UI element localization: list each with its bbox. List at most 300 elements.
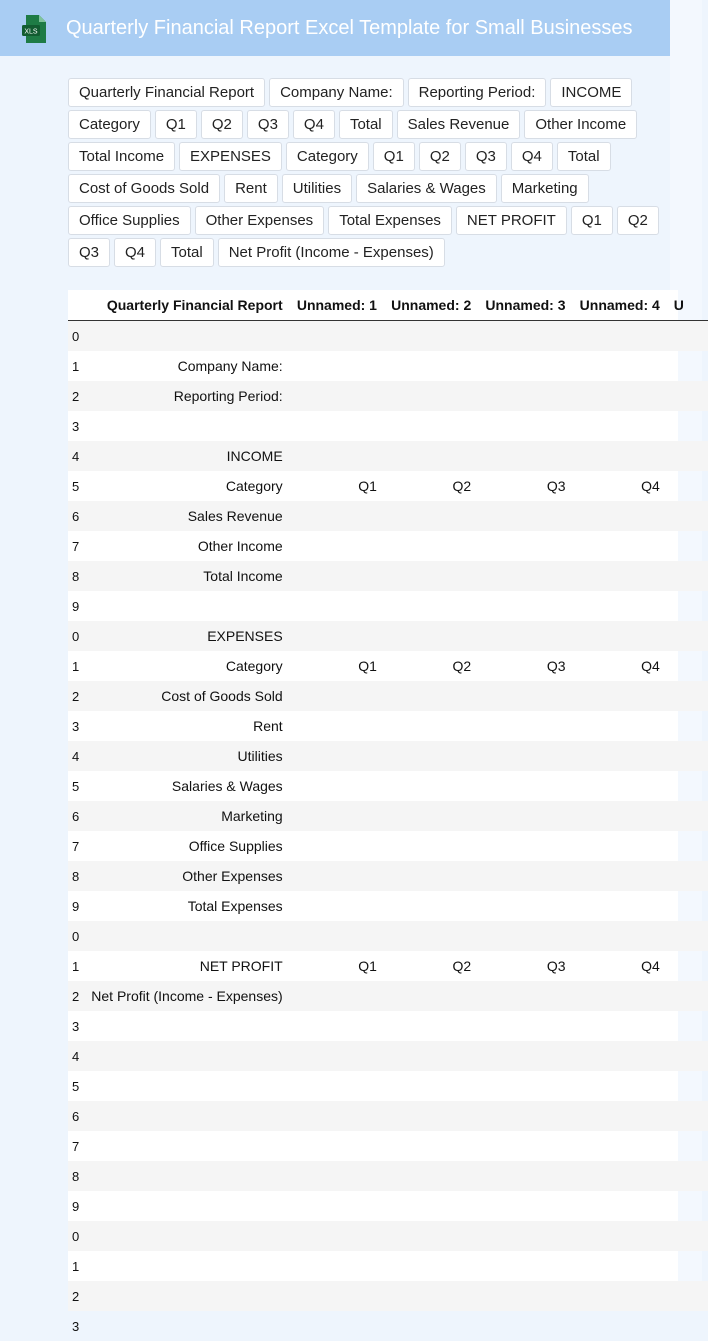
quarter-cell	[574, 561, 668, 591]
quarter-cell	[574, 1161, 668, 1191]
quarter-cell	[574, 591, 668, 621]
row-label-cell: Salaries & Wages	[171, 778, 283, 794]
quarter-cell	[479, 1281, 573, 1311]
row-index: 6	[72, 1108, 80, 1124]
quarter-cell	[291, 1311, 385, 1341]
row-label-cell	[72, 1311, 291, 1341]
quarter-cell	[385, 771, 479, 801]
quarter-cell	[291, 621, 385, 651]
row-index: 1	[72, 358, 80, 374]
tag-chip[interactable]: Q4	[114, 238, 156, 267]
tag-chip[interactable]: Q1	[571, 206, 613, 235]
quarter-cell	[479, 1011, 573, 1041]
quarter-cell	[291, 561, 385, 591]
table-row	[68, 861, 708, 891]
row-label-cell: Other Income	[197, 538, 283, 554]
table-row	[68, 321, 708, 352]
quarter-cell	[385, 921, 479, 951]
tag-chip[interactable]: Office Supplies	[68, 206, 191, 235]
overflow-cell	[668, 711, 708, 741]
table-row	[68, 501, 708, 531]
quarter-cell	[291, 741, 385, 771]
table-row	[68, 1161, 708, 1191]
overflow-cell	[668, 801, 708, 831]
quarter-cell	[385, 1041, 479, 1071]
quarter-cell	[574, 891, 668, 921]
quarter-cell	[574, 1011, 668, 1041]
quarter-cell	[574, 381, 668, 411]
quarter-cell	[385, 831, 479, 861]
quarter-cell	[479, 681, 573, 711]
overflow-cell	[668, 1191, 708, 1221]
quarter-cell	[385, 1101, 479, 1131]
quarter-cell: Q1	[358, 658, 377, 674]
quarter-cell	[291, 1161, 385, 1191]
row-label-cell: Sales Revenue	[72, 501, 291, 531]
row-index: 1	[72, 658, 80, 674]
table-row	[68, 711, 708, 741]
quarter-cell	[479, 561, 573, 591]
table-row	[68, 831, 708, 861]
quarter-cell	[479, 921, 573, 951]
overflow-cell	[668, 861, 708, 891]
overflow-cell	[668, 1311, 708, 1341]
excel-file-icon	[20, 14, 50, 44]
quarter-cell	[479, 351, 573, 381]
quarter-cell	[291, 771, 385, 801]
quarter-cell	[479, 621, 573, 651]
tag-chip[interactable]: Net Profit (Income - Expenses)	[218, 238, 445, 267]
row-index: 9	[72, 1198, 80, 1214]
quarter-cell	[385, 531, 479, 561]
quarter-cell	[479, 1191, 573, 1221]
row-label-cell: Utilities	[72, 741, 291, 771]
page-title: Quarterly Financial Report Excel Template for Small Businesses	[66, 17, 633, 39]
quarter-cell	[479, 1041, 573, 1071]
quarter-cell	[574, 321, 668, 352]
tag-chip[interactable]: Q3	[465, 142, 507, 171]
tag-chip[interactable]: Utilities	[282, 174, 352, 203]
quarter-cell	[574, 981, 668, 1011]
quarter-cell	[385, 891, 479, 921]
row-label-cell	[72, 411, 291, 441]
row-label-cell	[72, 1041, 291, 1071]
overflow-cell	[668, 561, 708, 591]
quarter-cell	[385, 501, 479, 531]
column-header: U	[668, 290, 708, 321]
overflow-cell	[668, 831, 708, 861]
row-label-cell: Category	[225, 658, 283, 674]
overflow-cell	[668, 621, 708, 651]
tag-chip[interactable]: Q2	[419, 142, 461, 171]
tag-chip[interactable]: Sales Revenue	[397, 110, 521, 139]
overflow-cell	[668, 1281, 708, 1311]
row-index: 9	[72, 898, 80, 914]
table-row	[68, 771, 708, 801]
quarter-cell	[385, 351, 479, 381]
row-label-cell	[72, 1131, 291, 1161]
quarter-cell	[291, 891, 385, 921]
row-index: 2	[72, 388, 80, 404]
tag-chip[interactable]: Category	[286, 142, 369, 171]
overflow-cell	[668, 951, 708, 981]
quarter-cell	[574, 711, 668, 741]
row-index: 5	[72, 1078, 80, 1094]
table-row	[68, 741, 708, 771]
quarter-cell	[479, 741, 573, 771]
quarter-cell	[385, 711, 479, 741]
tag-chip[interactable]: Total Expenses	[328, 206, 452, 235]
quarter-cell: Q3	[546, 658, 566, 674]
overflow-cell	[668, 651, 708, 681]
row-label-cell: Category	[225, 478, 283, 494]
overflow-cell	[668, 1011, 708, 1041]
overflow-cell	[668, 501, 708, 531]
quarter-cell	[574, 741, 668, 771]
quarter-cell	[479, 1221, 573, 1251]
quarter-cell	[479, 1071, 573, 1101]
row-index: 0	[72, 1228, 80, 1244]
row-label-cell: Marketing	[72, 801, 291, 831]
quarter-cell	[291, 1131, 385, 1161]
quarter-cell	[479, 591, 573, 621]
quarter-cell	[479, 1251, 573, 1281]
row-label-cell	[72, 321, 291, 352]
table-row	[68, 1251, 708, 1281]
table-row	[68, 591, 708, 621]
table-row	[68, 1311, 708, 1341]
row-label-cell	[72, 1221, 291, 1251]
overflow-cell	[668, 1101, 708, 1131]
row-label-cell	[72, 921, 291, 951]
row-index: 6	[72, 808, 80, 824]
quarter-cell	[385, 1311, 479, 1341]
quarter-cell	[291, 351, 385, 381]
table-row	[68, 1191, 708, 1221]
row-index: 8	[72, 868, 80, 884]
table-row	[68, 1071, 708, 1101]
quarter-cell	[385, 621, 479, 651]
row-label-cell: Rent	[253, 718, 283, 734]
table-row	[68, 801, 708, 831]
table-row	[68, 951, 708, 981]
column-tags	[68, 78, 680, 267]
row-label-cell	[72, 1101, 291, 1131]
row-label-cell: EXPENSES	[72, 621, 291, 651]
row-index: 0	[72, 328, 80, 344]
quarter-cell	[291, 921, 385, 951]
quarter-cell	[574, 351, 668, 381]
row-index: 5	[72, 778, 80, 794]
overflow-cell	[668, 1071, 708, 1101]
tag-chip[interactable]: Q2	[617, 206, 659, 235]
quarter-cell	[479, 501, 573, 531]
row-label-cell: Total Expenses	[187, 898, 283, 914]
column-header: Unnamed: 4	[574, 290, 668, 321]
overflow-cell	[668, 381, 708, 411]
column-header: Unnamed: 2	[385, 290, 479, 321]
spreadsheet-preview[interactable]	[68, 290, 684, 1334]
quarter-cell	[385, 561, 479, 591]
row-index: 8	[72, 568, 80, 584]
quarter-cell	[291, 831, 385, 861]
quarter-cell	[385, 1191, 479, 1221]
table-row	[68, 561, 708, 591]
table-row	[68, 921, 708, 951]
quarter-cell	[574, 1041, 668, 1071]
table-row	[68, 1041, 708, 1071]
quarter-cell	[291, 681, 385, 711]
row-index: 3	[72, 1018, 80, 1034]
quarter-cell	[291, 1041, 385, 1071]
overflow-cell	[668, 1131, 708, 1161]
quarter-cell: Q2	[452, 958, 472, 974]
tag-chip[interactable]: Reporting Period:	[408, 78, 547, 107]
column-header: Unnamed: 3	[479, 290, 573, 321]
overflow-cell	[668, 1251, 708, 1281]
row-index: 6	[72, 508, 80, 524]
overflow-cell	[668, 981, 708, 1011]
quarter-cell: Q3	[546, 478, 566, 494]
overflow-cell	[668, 681, 708, 711]
quarter-cell: Q4	[641, 958, 660, 974]
quarter-cell	[479, 1311, 573, 1341]
quarter-cell	[385, 681, 479, 711]
quarter-cell	[574, 621, 668, 651]
row-index: 2	[72, 688, 80, 704]
row-index: 3	[72, 718, 80, 734]
table-row	[68, 531, 708, 561]
quarter-cell	[479, 1161, 573, 1191]
tag-chip[interactable]: Category	[68, 110, 151, 139]
tag-chip[interactable]: Other Income	[524, 110, 637, 139]
row-label-cell: Net Profit (Income - Expenses)	[72, 981, 291, 1011]
quarter-cell	[479, 831, 573, 861]
quarter-cell	[385, 981, 479, 1011]
table-row	[68, 891, 708, 921]
table-row	[68, 651, 708, 681]
table-row	[68, 1101, 708, 1131]
quarter-cell	[291, 1011, 385, 1041]
quarter-cell: Q1	[358, 478, 377, 494]
table-row	[68, 381, 708, 411]
quarter-cell	[291, 321, 385, 352]
quarter-cell	[385, 1131, 479, 1161]
quarter-cell	[574, 771, 668, 801]
tag-chip[interactable]: Q1	[373, 142, 415, 171]
table-row	[68, 351, 708, 381]
quarter-cell	[291, 411, 385, 441]
row-label-cell	[72, 1071, 291, 1101]
quarter-cell	[291, 1101, 385, 1131]
quarter-cell	[385, 1011, 479, 1041]
tag-chip[interactable]: Q3	[68, 238, 110, 267]
tag-chip[interactable]: Total	[557, 142, 611, 171]
tag-chip[interactable]: Cost of Goods Sold	[68, 174, 220, 203]
row-label-cell: Company Name:	[177, 358, 283, 374]
quarter-cell	[574, 861, 668, 891]
tag-chip[interactable]: Other Expenses	[195, 206, 325, 235]
row-index: 7	[72, 1138, 80, 1154]
overflow-cell	[668, 441, 708, 471]
quarter-cell	[479, 321, 573, 352]
tag-chip[interactable]: Total Income	[68, 142, 175, 171]
quarter-cell	[291, 591, 385, 621]
quarter-cell	[479, 801, 573, 831]
quarter-cell	[385, 1071, 479, 1101]
quarter-cell	[291, 441, 385, 471]
row-index: 2	[72, 1288, 80, 1304]
quarter-cell	[574, 1131, 668, 1161]
row-label-cell: INCOME	[72, 441, 291, 471]
row-label-cell: Office Supplies	[188, 838, 283, 854]
quarter-cell	[291, 1191, 385, 1221]
tag-chip[interactable]: Salaries & Wages	[356, 174, 497, 203]
quarter-cell	[291, 801, 385, 831]
row-label-cell	[72, 1281, 291, 1311]
tag-chip[interactable]: EXPENSES	[179, 142, 282, 171]
quarter-cell	[385, 321, 479, 352]
quarter-cell	[291, 1071, 385, 1101]
overflow-cell	[668, 1161, 708, 1191]
quarter-cell	[479, 1131, 573, 1161]
quarter-cell: Q2	[452, 658, 472, 674]
tag-chip[interactable]: Q4	[293, 110, 335, 139]
quarter-cell: Q3	[546, 958, 566, 974]
tag-chip[interactable]: Rent	[224, 174, 278, 203]
row-index: 7	[72, 538, 80, 554]
row-index: 0	[72, 928, 80, 944]
overflow-cell	[668, 741, 708, 771]
column-header: Quarterly Financial Report	[72, 290, 291, 321]
overflow-cell	[668, 411, 708, 441]
row-index: 4	[72, 748, 80, 764]
row-label-cell: Total Income	[72, 561, 291, 591]
quarter-cell	[385, 1221, 479, 1251]
row-index: 3	[72, 1318, 80, 1334]
overflow-cell	[668, 1221, 708, 1251]
row-label-cell	[72, 1161, 291, 1191]
table-row	[68, 1281, 708, 1311]
tag-chip[interactable]: Q4	[511, 142, 553, 171]
quarter-cell	[479, 771, 573, 801]
quarter-cell	[291, 1281, 385, 1311]
quarter-cell	[479, 711, 573, 741]
quarter-cell	[291, 501, 385, 531]
row-index: 7	[72, 838, 80, 854]
row-label-cell: NET PROFIT	[199, 958, 283, 974]
tag-chip[interactable]: Marketing	[501, 174, 589, 203]
quarter-cell	[385, 441, 479, 471]
quarter-cell	[291, 861, 385, 891]
row-label-cell: Other Expenses	[72, 861, 291, 891]
tag-chip[interactable]: INCOME	[550, 78, 632, 107]
quarter-cell	[385, 741, 479, 771]
row-index: 2	[72, 988, 80, 1004]
overflow-cell	[668, 471, 708, 501]
row-index: 4	[72, 448, 80, 464]
overflow-cell	[668, 351, 708, 381]
overflow-cell	[668, 921, 708, 951]
table-row	[68, 681, 708, 711]
table-row	[68, 1131, 708, 1161]
quarter-cell	[479, 381, 573, 411]
row-label-cell: Reporting Period:	[72, 381, 291, 411]
quarter-cell	[574, 801, 668, 831]
tag-chip[interactable]: Total	[160, 238, 214, 267]
table-row	[68, 471, 708, 501]
row-index: 1	[72, 1258, 80, 1274]
quarter-cell	[385, 591, 479, 621]
quarter-cell	[385, 1281, 479, 1311]
quarter-cell	[291, 531, 385, 561]
quarter-cell	[479, 981, 573, 1011]
quarter-cell: Q1	[358, 958, 377, 974]
quarter-cell	[385, 411, 479, 441]
quarter-cell	[385, 801, 479, 831]
data-table	[68, 290, 708, 1341]
quarter-cell	[479, 1101, 573, 1131]
quarter-cell	[574, 531, 668, 561]
table-row	[68, 1011, 708, 1041]
overflow-cell	[668, 591, 708, 621]
quarter-cell	[574, 1071, 668, 1101]
quarter-cell	[574, 1191, 668, 1221]
row-index: 9	[72, 598, 80, 614]
row-index: 5	[72, 478, 80, 494]
quarter-cell	[385, 1161, 479, 1191]
quarter-cell	[385, 381, 479, 411]
row-label-cell	[72, 1191, 291, 1221]
tag-chip[interactable]: Q1	[155, 110, 197, 139]
overflow-cell	[668, 321, 708, 352]
quarter-cell	[574, 501, 668, 531]
tag-chip[interactable]: Quarterly Financial Report	[68, 78, 265, 107]
overflow-cell	[668, 531, 708, 561]
tag-chip[interactable]: NET PROFIT	[456, 206, 567, 235]
table-row	[68, 411, 708, 441]
row-index: 3	[72, 418, 80, 434]
table-row	[68, 441, 708, 471]
quarter-cell	[479, 891, 573, 921]
tag-chip[interactable]: Q2	[201, 110, 243, 139]
row-index: 1	[72, 958, 80, 974]
file-badge-label: XLS	[24, 28, 38, 36]
quarter-cell	[291, 381, 385, 411]
quarter-cell	[479, 861, 573, 891]
row-label-cell: Cost of Goods Sold	[72, 681, 291, 711]
quarter-cell	[574, 1281, 668, 1311]
quarter-cell	[291, 981, 385, 1011]
quarter-cell	[479, 411, 573, 441]
row-index: 0	[72, 628, 80, 644]
tag-chip[interactable]: Q3	[247, 110, 289, 139]
tag-chip[interactable]: Company Name:	[269, 78, 404, 107]
quarter-cell: Q4	[641, 478, 660, 494]
row-label-cell	[72, 1011, 291, 1041]
row-index: 4	[72, 1048, 80, 1064]
quarter-cell	[385, 861, 479, 891]
quarter-cell	[385, 1251, 479, 1281]
column-header: Unnamed: 1	[291, 290, 385, 321]
table-row	[68, 1221, 708, 1251]
quarter-cell	[291, 711, 385, 741]
tag-chip[interactable]: Total	[339, 110, 393, 139]
overflow-cell	[668, 1041, 708, 1071]
overflow-cell	[668, 891, 708, 921]
table-header-row	[68, 290, 708, 321]
table-row	[68, 981, 708, 1011]
